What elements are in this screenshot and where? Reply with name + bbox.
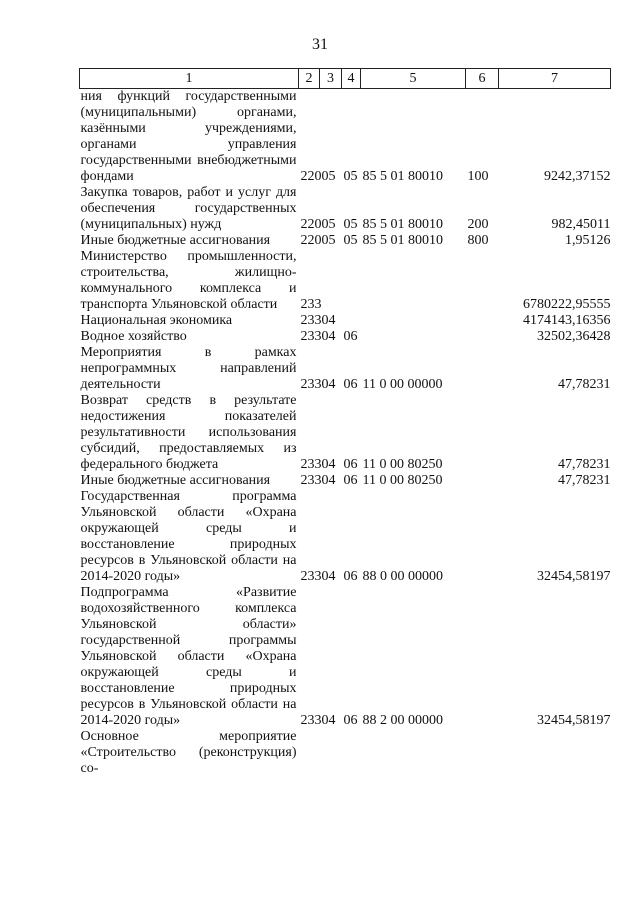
section-code bbox=[320, 729, 342, 777]
section-code: 04 bbox=[321, 569, 336, 584]
expense-type-code: 800 bbox=[467, 233, 489, 248]
section-code bbox=[320, 249, 342, 313]
amount-value: 982,45011 bbox=[551, 217, 611, 232]
subsection-code: 05 bbox=[343, 169, 358, 184]
subsection-code bbox=[342, 313, 361, 329]
subsection-code: 06 bbox=[343, 457, 358, 472]
section-code: 04 bbox=[321, 457, 336, 472]
amount-value: 6780222,95555 bbox=[523, 297, 611, 312]
budget-table bbox=[79, 68, 611, 777]
target-article-code: 85 5 01 80010 bbox=[362, 217, 443, 232]
target-article-code: 85 5 01 80010 bbox=[362, 233, 443, 248]
subsection-code: 06 bbox=[343, 377, 358, 392]
ministry-code: 233 bbox=[300, 297, 322, 312]
amount-value: 32454,58197 bbox=[537, 569, 611, 584]
page-number: 31 bbox=[312, 36, 328, 53]
target-article-code bbox=[361, 249, 466, 313]
row-name: ния функций государственными (муниципальными) органами, казёнными учреждениями, органами управления государственными внебюджетными фондами bbox=[80, 89, 297, 184]
amount-value bbox=[499, 729, 611, 777]
table-row bbox=[80, 393, 611, 473]
expense-type-code: 200 bbox=[467, 217, 489, 232]
amount-value: 32502,36428 bbox=[537, 329, 611, 344]
subsection-code: 05 bbox=[343, 233, 358, 248]
target-article-code: 88 0 00 00000 bbox=[362, 569, 443, 584]
column-header: 3 bbox=[320, 69, 342, 89]
table-row bbox=[80, 89, 611, 186]
table-row bbox=[80, 729, 611, 777]
row-name: Основное мероприятие «Строительство (реконструкция) со- bbox=[80, 729, 297, 776]
subsection-code: 05 bbox=[343, 217, 358, 232]
ministry-code: 220 bbox=[300, 169, 322, 184]
row-name: Мероприятия в рамках непрограммных направлений деятельности bbox=[80, 345, 297, 392]
row-name: Подпрограмма «Развитие водохозяйственного комплекса Ульяновской области» государственной программы Ульяновской области «Охрана окружающей среды и восстановление природных ресурсов в Ульяновской области на 2014-2020 годы» bbox=[80, 585, 297, 728]
table-row bbox=[80, 473, 611, 489]
target-article-code bbox=[361, 313, 466, 329]
expense-type-code: 100 bbox=[467, 169, 489, 184]
ministry-code: 233 bbox=[300, 313, 322, 328]
column-header: 1 bbox=[80, 69, 299, 89]
subsection-code bbox=[342, 729, 361, 777]
ministry-code bbox=[299, 729, 320, 777]
expense-type-code bbox=[466, 313, 499, 329]
row-name: Национальная экономика bbox=[80, 313, 233, 328]
column-header: 7 bbox=[499, 69, 611, 89]
ministry-code: 233 bbox=[300, 457, 322, 472]
table-row bbox=[80, 185, 611, 233]
table-body bbox=[80, 89, 611, 778]
ministry-code: 233 bbox=[300, 329, 322, 344]
expense-type-code bbox=[466, 585, 499, 729]
expense-type-code bbox=[466, 393, 499, 473]
column-header: 2 bbox=[299, 69, 320, 89]
section-code: 04 bbox=[321, 377, 336, 392]
target-article-code: 85 5 01 80010 bbox=[362, 169, 443, 184]
ministry-code: 233 bbox=[300, 569, 322, 584]
ministry-code: 233 bbox=[300, 713, 322, 728]
column-header: 6 bbox=[466, 69, 499, 89]
section-code: 04 bbox=[321, 473, 336, 488]
row-name: Иные бюджетные ассигнования bbox=[80, 233, 271, 248]
ministry-code: 233 bbox=[300, 377, 322, 392]
table-row bbox=[80, 585, 611, 729]
amount-value: 32454,58197 bbox=[537, 713, 611, 728]
row-name: Иные бюджетные ассигнования bbox=[80, 473, 271, 488]
section-code: 04 bbox=[321, 329, 336, 344]
expense-type-code bbox=[466, 249, 499, 313]
subsection-code: 06 bbox=[343, 569, 358, 584]
row-name: Возврат средств в результате недостижения показателей результативности использования субсидий, предоставляемых из федерального бюджета bbox=[80, 393, 297, 472]
ministry-code: 220 bbox=[300, 233, 322, 248]
amount-value: 4174143,16356 bbox=[523, 313, 611, 328]
table-row bbox=[80, 489, 611, 585]
section-code: 05 bbox=[321, 169, 336, 184]
table-row bbox=[80, 313, 611, 329]
column-header: 5 bbox=[361, 69, 466, 89]
expense-type-code bbox=[466, 473, 499, 489]
expense-type-code bbox=[466, 345, 499, 393]
table-header-row bbox=[80, 69, 611, 89]
amount-value: 1,95126 bbox=[565, 233, 611, 248]
expense-type-code bbox=[466, 489, 499, 585]
subsection-code: 06 bbox=[343, 713, 358, 728]
section-code: 05 bbox=[321, 233, 336, 248]
section-code: 05 bbox=[321, 217, 336, 232]
target-article-code: 88 2 00 00000 bbox=[362, 713, 443, 728]
section-code: 04 bbox=[321, 313, 336, 328]
row-name: Министерство промышленности, строительства, жилищно-коммунального комплекса и транспорта Ульяновской области bbox=[80, 249, 297, 312]
column-header: 4 bbox=[342, 69, 361, 89]
target-article-code bbox=[361, 729, 466, 777]
subsection-code bbox=[342, 249, 361, 313]
target-article-code: 11 0 00 80250 bbox=[362, 473, 443, 488]
amount-value: 47,78231 bbox=[558, 473, 611, 488]
section-code: 04 bbox=[321, 713, 336, 728]
table-row bbox=[80, 249, 611, 313]
amount-value: 9242,37152 bbox=[544, 169, 611, 184]
target-article-code: 11 0 00 00000 bbox=[362, 377, 443, 392]
expense-type-code bbox=[466, 729, 499, 777]
amount-value: 47,78231 bbox=[558, 377, 611, 392]
table-row bbox=[80, 233, 611, 249]
table-row bbox=[80, 345, 611, 393]
ministry-code: 233 bbox=[300, 473, 322, 488]
expense-type-code bbox=[466, 329, 499, 345]
subsection-code: 06 bbox=[343, 329, 358, 344]
target-article-code bbox=[361, 329, 466, 345]
ministry-code: 220 bbox=[300, 217, 322, 232]
row-name: Водное хозяйство bbox=[80, 329, 187, 344]
amount-value: 47,78231 bbox=[558, 457, 611, 472]
row-name: Государственная программа Ульяновской области «Охрана окружающей среды и восстановление природных ресурсов в Ульяновской области на 2014-2020 годы» bbox=[80, 489, 297, 584]
subsection-code: 06 bbox=[343, 473, 358, 488]
table-row bbox=[80, 329, 611, 345]
target-article-code: 11 0 00 80250 bbox=[362, 457, 443, 472]
row-name: Закупка товаров, работ и услуг для обеспечения государственных (муниципальных) нужд bbox=[80, 185, 297, 232]
